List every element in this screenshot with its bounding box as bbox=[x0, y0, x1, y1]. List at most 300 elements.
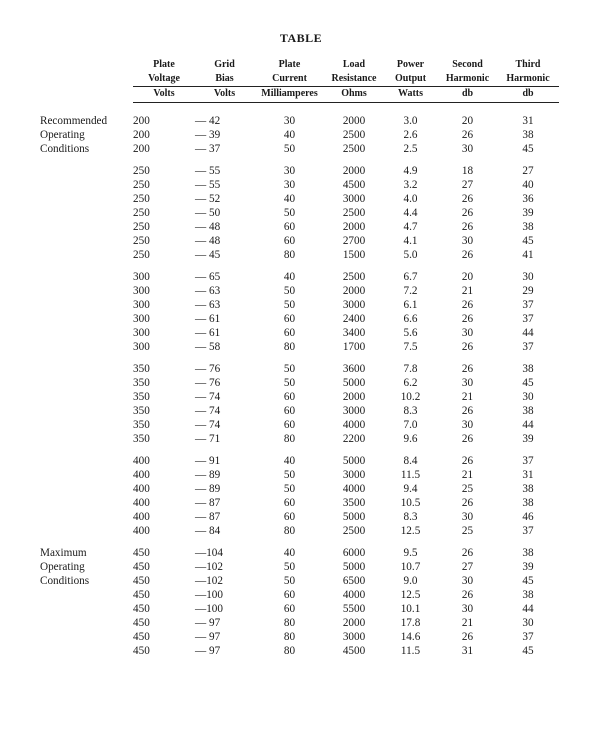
table-row bbox=[40, 220, 559, 234]
load-resistance-cell: 4000 bbox=[342, 483, 366, 495]
power-output-cell: 12.5 bbox=[400, 589, 421, 601]
power-output-cell: 8.4 bbox=[403, 455, 418, 467]
load-resistance-cell: 2500 bbox=[342, 207, 366, 219]
second-harmonic-cell: 21 bbox=[461, 285, 474, 297]
condition-label: Maximum bbox=[40, 547, 87, 559]
column-header: Plate Current bbox=[272, 59, 307, 84]
third-harmonic-cell: 44 bbox=[522, 603, 534, 615]
plate-voltage-cell: 350 bbox=[133, 391, 150, 403]
plate-voltage-cell: 400 bbox=[133, 483, 150, 495]
third-harmonic-cell: 37 bbox=[522, 631, 534, 643]
table-row bbox=[40, 234, 559, 248]
load-resistance-cell: 3000 bbox=[342, 469, 366, 481]
column-header: Third Harmonic bbox=[506, 59, 550, 84]
condition-label: Operating bbox=[40, 129, 85, 141]
load-resistance-cell: 5000 bbox=[342, 511, 366, 523]
second-harmonic-cell: 18 bbox=[461, 165, 474, 177]
group-spacer bbox=[40, 354, 559, 362]
third-harmonic-cell: 38 bbox=[522, 497, 534, 509]
plate-current-cell: 50 bbox=[283, 561, 296, 573]
grid-bias-cell: — 61 bbox=[195, 327, 221, 339]
third-harmonic-cell: 37 bbox=[522, 313, 534, 325]
plate-voltage-cell: 250 bbox=[133, 193, 150, 205]
plate-voltage-cell: 200 bbox=[133, 129, 150, 141]
second-harmonic-cell: 30 bbox=[461, 511, 474, 523]
grid-bias-cell: — 87 bbox=[195, 511, 221, 523]
column-header: Power Output bbox=[394, 59, 427, 84]
table-row bbox=[40, 588, 559, 602]
plate-voltage-cell: 350 bbox=[133, 405, 150, 417]
plate-current-cell: 50 bbox=[283, 207, 296, 219]
plate-current-cell: 60 bbox=[283, 497, 296, 509]
table-row bbox=[40, 270, 559, 284]
load-resistance-cell: 2700 bbox=[342, 235, 366, 247]
plate-current-cell: 50 bbox=[283, 143, 296, 155]
load-resistance-cell: 1500 bbox=[342, 249, 366, 261]
plate-current-cell: 80 bbox=[283, 525, 296, 537]
table-row bbox=[40, 114, 559, 128]
second-harmonic-cell: 26 bbox=[461, 341, 474, 353]
load-resistance-cell: 5500 bbox=[342, 603, 366, 615]
plate-current-cell: 50 bbox=[283, 299, 296, 311]
third-harmonic-cell: 31 bbox=[522, 115, 534, 127]
unit-header: db bbox=[497, 87, 559, 104]
table-row bbox=[40, 142, 559, 156]
plate-current-cell: 30 bbox=[283, 115, 296, 127]
plate-current-cell: 80 bbox=[283, 631, 296, 643]
grid-bias-cell: — 74 bbox=[195, 391, 221, 403]
grid-bias-cell: — 74 bbox=[195, 419, 221, 431]
power-output-cell: 10.1 bbox=[400, 603, 421, 615]
third-harmonic-cell: 37 bbox=[522, 455, 534, 467]
table-row bbox=[40, 362, 559, 376]
table-row bbox=[40, 468, 559, 482]
third-harmonic-cell: 38 bbox=[522, 547, 534, 559]
second-harmonic-cell: 26 bbox=[461, 497, 474, 509]
plate-voltage-cell: 450 bbox=[133, 631, 150, 643]
condition-label: Conditions bbox=[40, 575, 90, 587]
table-row bbox=[40, 510, 559, 524]
third-harmonic-cell: 45 bbox=[522, 645, 534, 657]
load-resistance-cell: 1700 bbox=[342, 341, 366, 353]
power-output-cell: 7.2 bbox=[403, 285, 418, 297]
grid-bias-cell: — 58 bbox=[195, 341, 221, 353]
plate-current-cell: 80 bbox=[283, 617, 296, 629]
load-resistance-cell: 2000 bbox=[342, 221, 366, 233]
power-output-cell: 9.0 bbox=[403, 575, 418, 587]
third-harmonic-cell: 30 bbox=[522, 617, 534, 629]
third-harmonic-cell: 45 bbox=[522, 235, 534, 247]
plate-current-cell: 60 bbox=[283, 589, 296, 601]
second-harmonic-cell: 26 bbox=[461, 547, 474, 559]
unit-header: Ohms bbox=[325, 87, 383, 104]
second-harmonic-cell: 26 bbox=[461, 313, 474, 325]
grid-bias-cell: — 74 bbox=[195, 405, 221, 417]
plate-current-cell: 60 bbox=[283, 391, 296, 403]
plate-current-cell: 40 bbox=[283, 129, 296, 141]
load-resistance-cell: 2000 bbox=[342, 391, 366, 403]
plate-current-cell: 60 bbox=[283, 221, 296, 233]
third-harmonic-cell: 29 bbox=[522, 285, 534, 297]
plate-voltage-cell: 450 bbox=[133, 589, 150, 601]
plate-voltage-cell: 450 bbox=[133, 547, 150, 559]
table-row bbox=[40, 644, 559, 658]
third-harmonic-cell: 39 bbox=[522, 433, 534, 445]
plate-current-cell: 80 bbox=[283, 645, 296, 657]
load-resistance-cell: 3400 bbox=[342, 327, 366, 339]
second-harmonic-cell: 30 bbox=[461, 143, 474, 155]
table-row bbox=[40, 616, 559, 630]
grid-bias-cell: — 48 bbox=[195, 235, 221, 247]
load-resistance-cell: 4000 bbox=[342, 419, 366, 431]
plate-voltage-cell: 250 bbox=[133, 179, 150, 191]
load-resistance-cell: 2500 bbox=[342, 525, 366, 537]
load-resistance-cell: 6000 bbox=[342, 547, 366, 559]
plate-current-cell: 50 bbox=[283, 377, 296, 389]
second-harmonic-cell: 26 bbox=[461, 221, 474, 233]
column-header: Grid Bias bbox=[214, 59, 235, 84]
unit-header: Milliamperes bbox=[254, 87, 325, 104]
grid-bias-cell: — 61 bbox=[195, 313, 221, 325]
table-row bbox=[40, 524, 559, 538]
second-harmonic-cell: 27 bbox=[461, 561, 474, 573]
plate-voltage-cell: 400 bbox=[133, 497, 150, 509]
second-harmonic-cell: 26 bbox=[461, 589, 474, 601]
table-body bbox=[40, 103, 559, 658]
plate-voltage-cell: 450 bbox=[133, 617, 150, 629]
third-harmonic-cell: 45 bbox=[522, 575, 534, 587]
second-harmonic-cell: 26 bbox=[461, 249, 474, 261]
power-output-cell: 14.6 bbox=[400, 631, 421, 643]
grid-bias-cell: — 42 bbox=[195, 115, 221, 127]
group-spacer bbox=[40, 262, 559, 270]
grid-bias-cell: — 55 bbox=[195, 179, 221, 191]
plate-current-cell: 60 bbox=[283, 235, 296, 247]
plate-voltage-cell: 350 bbox=[133, 433, 150, 445]
plate-voltage-cell: 300 bbox=[133, 299, 150, 311]
group-spacer bbox=[40, 538, 559, 546]
plate-voltage-cell: 300 bbox=[133, 271, 150, 283]
plate-current-cell: 80 bbox=[283, 249, 296, 261]
grid-bias-cell: — 89 bbox=[195, 483, 221, 495]
third-harmonic-cell: 38 bbox=[522, 363, 534, 375]
load-resistance-cell: 3000 bbox=[342, 631, 366, 643]
grid-bias-cell: — 52 bbox=[195, 193, 221, 205]
power-output-cell: 5.0 bbox=[403, 249, 418, 261]
power-output-cell: 7.5 bbox=[403, 341, 418, 353]
load-resistance-cell: 5000 bbox=[342, 377, 366, 389]
load-resistance-cell: 3000 bbox=[342, 193, 366, 205]
grid-bias-cell: — 45 bbox=[195, 249, 221, 261]
plate-voltage-cell: 200 bbox=[133, 115, 150, 127]
second-harmonic-cell: 26 bbox=[461, 299, 474, 311]
load-resistance-cell: 2000 bbox=[342, 285, 366, 297]
power-output-cell: 5.6 bbox=[403, 327, 418, 339]
column-header: Load Resistance bbox=[331, 59, 377, 84]
plate-current-cell: 40 bbox=[283, 455, 296, 467]
header-row bbox=[40, 58, 559, 87]
table-row bbox=[40, 496, 559, 510]
power-output-cell: 10.2 bbox=[400, 391, 421, 403]
grid-bias-cell: —104 bbox=[195, 547, 223, 559]
third-harmonic-cell: 38 bbox=[522, 221, 534, 233]
table-row bbox=[40, 312, 559, 326]
second-harmonic-cell: 26 bbox=[461, 455, 474, 467]
second-harmonic-cell: 26 bbox=[461, 433, 474, 445]
load-resistance-cell: 3600 bbox=[342, 363, 366, 375]
unit-header: db bbox=[438, 87, 497, 104]
power-output-cell: 2.6 bbox=[403, 129, 418, 141]
grid-bias-cell: — 63 bbox=[195, 285, 221, 297]
third-harmonic-cell: 45 bbox=[522, 377, 534, 389]
power-output-cell: 17.8 bbox=[400, 617, 421, 629]
table-row bbox=[40, 602, 559, 616]
plate-voltage-cell: 450 bbox=[133, 575, 150, 587]
table-row bbox=[40, 454, 559, 468]
plate-voltage-cell: 250 bbox=[133, 207, 150, 219]
power-output-cell: 4.4 bbox=[403, 207, 418, 219]
third-harmonic-cell: 41 bbox=[522, 249, 534, 261]
second-harmonic-cell: 30 bbox=[461, 419, 474, 431]
plate-voltage-cell: 250 bbox=[133, 221, 150, 233]
plate-voltage-cell: 400 bbox=[133, 455, 150, 467]
grid-bias-cell: — 48 bbox=[195, 221, 221, 233]
grid-bias-cell: — 65 bbox=[195, 271, 221, 283]
power-output-cell: 9.6 bbox=[403, 433, 418, 445]
second-harmonic-cell: 30 bbox=[461, 327, 474, 339]
load-resistance-cell: 4500 bbox=[342, 179, 366, 191]
third-harmonic-cell: 37 bbox=[522, 525, 534, 537]
power-output-cell: 8.3 bbox=[403, 511, 418, 523]
plate-current-cell: 60 bbox=[283, 603, 296, 615]
plate-voltage-cell: 250 bbox=[133, 249, 150, 261]
load-resistance-cell: 2000 bbox=[342, 165, 366, 177]
table-row bbox=[40, 298, 559, 312]
plate-voltage-cell: 350 bbox=[133, 363, 150, 375]
third-harmonic-cell: 44 bbox=[522, 419, 534, 431]
table-row bbox=[40, 376, 559, 390]
plate-voltage-cell: 200 bbox=[133, 143, 150, 155]
table-row bbox=[40, 560, 559, 574]
power-output-cell: 8.3 bbox=[403, 405, 418, 417]
third-harmonic-cell: 36 bbox=[522, 193, 534, 205]
plate-voltage-cell: 300 bbox=[133, 341, 150, 353]
tube-operating-table bbox=[40, 58, 559, 658]
column-header: Second Harmonic bbox=[445, 59, 490, 84]
third-harmonic-cell: 37 bbox=[522, 299, 534, 311]
third-harmonic-cell: 44 bbox=[522, 327, 534, 339]
load-resistance-cell: 3000 bbox=[342, 405, 366, 417]
third-harmonic-cell: 37 bbox=[522, 341, 534, 353]
plate-voltage-cell: 400 bbox=[133, 525, 150, 537]
load-resistance-cell: 5000 bbox=[342, 561, 366, 573]
power-output-cell: 10.5 bbox=[400, 497, 421, 509]
grid-bias-cell: — 84 bbox=[195, 525, 221, 537]
second-harmonic-cell: 26 bbox=[461, 363, 474, 375]
plate-voltage-cell: 450 bbox=[133, 645, 150, 657]
second-harmonic-cell: 26 bbox=[461, 207, 474, 219]
column-header: Plate Voltage bbox=[148, 59, 180, 84]
table-row bbox=[40, 418, 559, 432]
power-output-cell: 7.0 bbox=[403, 419, 418, 431]
plate-current-cell: 50 bbox=[283, 575, 296, 587]
second-harmonic-cell: 21 bbox=[461, 469, 474, 481]
condition-label: Recommended bbox=[40, 115, 108, 127]
third-harmonic-cell: 31 bbox=[522, 469, 534, 481]
grid-bias-cell: — 76 bbox=[195, 363, 221, 375]
load-resistance-cell: 3500 bbox=[342, 497, 366, 509]
table-row bbox=[40, 390, 559, 404]
grid-bias-cell: — 97 bbox=[195, 617, 221, 629]
plate-current-cell: 30 bbox=[283, 179, 296, 191]
table-row bbox=[40, 248, 559, 262]
second-harmonic-cell: 26 bbox=[461, 631, 474, 643]
plate-voltage-cell: 250 bbox=[133, 165, 150, 177]
unit-row bbox=[40, 87, 559, 104]
second-harmonic-cell: 30 bbox=[461, 377, 474, 389]
grid-bias-cell: — 63 bbox=[195, 299, 221, 311]
third-harmonic-cell: 39 bbox=[522, 207, 534, 219]
second-harmonic-cell: 25 bbox=[461, 525, 474, 537]
load-resistance-cell: 5000 bbox=[342, 455, 366, 467]
table-row bbox=[40, 482, 559, 496]
load-resistance-cell: 4000 bbox=[342, 589, 366, 601]
second-harmonic-cell: 25 bbox=[461, 483, 474, 495]
power-output-cell: 11.5 bbox=[400, 645, 421, 657]
plate-voltage-cell: 400 bbox=[133, 511, 150, 523]
table-row bbox=[40, 284, 559, 298]
third-harmonic-cell: 40 bbox=[522, 179, 534, 191]
load-resistance-cell: 2400 bbox=[342, 313, 366, 325]
grid-bias-cell: — 89 bbox=[195, 469, 221, 481]
power-output-cell: 6.1 bbox=[403, 299, 418, 311]
grid-bias-cell: —100 bbox=[195, 603, 223, 615]
plate-current-cell: 50 bbox=[283, 285, 296, 297]
plate-voltage-cell: 300 bbox=[133, 285, 150, 297]
second-harmonic-cell: 30 bbox=[461, 575, 474, 587]
load-resistance-cell: 3000 bbox=[342, 299, 366, 311]
plate-current-cell: 40 bbox=[283, 271, 296, 283]
grid-bias-cell: —102 bbox=[195, 561, 223, 573]
second-harmonic-cell: 20 bbox=[461, 115, 474, 127]
second-harmonic-cell: 31 bbox=[461, 645, 474, 657]
table-row bbox=[40, 432, 559, 446]
load-resistance-cell: 2000 bbox=[342, 115, 366, 127]
grid-bias-cell: — 76 bbox=[195, 377, 221, 389]
plate-voltage-cell: 350 bbox=[133, 377, 150, 389]
second-harmonic-cell: 26 bbox=[461, 405, 474, 417]
load-resistance-cell: 2200 bbox=[342, 433, 366, 445]
third-harmonic-cell: 27 bbox=[522, 165, 534, 177]
plate-current-cell: 60 bbox=[283, 511, 296, 523]
grid-bias-cell: — 37 bbox=[195, 143, 221, 155]
plate-current-cell: 50 bbox=[283, 363, 296, 375]
plate-voltage-cell: 300 bbox=[133, 313, 150, 325]
load-resistance-cell: 2500 bbox=[342, 143, 366, 155]
power-output-cell: 12.5 bbox=[400, 525, 421, 537]
plate-current-cell: 80 bbox=[283, 341, 296, 353]
plate-voltage-cell: 400 bbox=[133, 469, 150, 481]
second-harmonic-cell: 26 bbox=[461, 129, 474, 141]
table-row bbox=[40, 546, 559, 560]
second-harmonic-cell: 27 bbox=[461, 179, 474, 191]
plate-voltage-cell: 450 bbox=[133, 603, 150, 615]
plate-current-cell: 80 bbox=[283, 433, 296, 445]
group-spacer bbox=[40, 156, 559, 164]
table-row bbox=[40, 326, 559, 340]
grid-bias-cell: — 91 bbox=[195, 455, 221, 467]
load-resistance-cell: 6500 bbox=[342, 575, 366, 587]
table-row bbox=[40, 128, 559, 142]
grid-bias-cell: — 97 bbox=[195, 645, 221, 657]
table-row bbox=[40, 574, 559, 588]
table-row bbox=[40, 178, 559, 192]
table-row bbox=[40, 164, 559, 178]
plate-current-cell: 50 bbox=[283, 483, 296, 495]
grid-bias-cell: — 71 bbox=[195, 433, 221, 445]
power-output-cell: 4.7 bbox=[403, 221, 418, 233]
third-harmonic-cell: 38 bbox=[522, 483, 534, 495]
power-output-cell: 9.4 bbox=[403, 483, 418, 495]
condition-label: Conditions bbox=[40, 143, 90, 155]
unit-header: Watts bbox=[383, 87, 438, 104]
second-harmonic-cell: 21 bbox=[461, 391, 474, 403]
power-output-cell: 4.0 bbox=[403, 193, 418, 205]
load-resistance-cell: 2500 bbox=[342, 129, 366, 141]
power-output-cell: 2.5 bbox=[403, 143, 418, 155]
table-row bbox=[40, 630, 559, 644]
plate-voltage-cell: 350 bbox=[133, 419, 150, 431]
grid-bias-cell: — 39 bbox=[195, 129, 221, 141]
plate-current-cell: 60 bbox=[283, 313, 296, 325]
second-harmonic-cell: 30 bbox=[461, 235, 474, 247]
third-harmonic-cell: 38 bbox=[522, 129, 534, 141]
third-harmonic-cell: 30 bbox=[522, 271, 534, 283]
power-output-cell: 4.9 bbox=[403, 165, 418, 177]
load-resistance-cell: 2000 bbox=[342, 617, 366, 629]
grid-bias-cell: — 55 bbox=[195, 165, 221, 177]
second-harmonic-cell: 26 bbox=[461, 193, 474, 205]
plate-current-cell: 50 bbox=[283, 469, 296, 481]
power-output-cell: 6.2 bbox=[403, 377, 418, 389]
plate-current-cell: 40 bbox=[283, 193, 296, 205]
plate-voltage-cell: 300 bbox=[133, 327, 150, 339]
grid-bias-cell: —102 bbox=[195, 575, 223, 587]
power-output-cell: 3.0 bbox=[403, 115, 418, 127]
third-harmonic-cell: 39 bbox=[522, 561, 534, 573]
plate-current-cell: 40 bbox=[283, 547, 296, 559]
grid-bias-cell: — 50 bbox=[195, 207, 221, 219]
second-harmonic-cell: 20 bbox=[461, 271, 474, 283]
unit-header: Volts bbox=[133, 87, 195, 104]
third-harmonic-cell: 45 bbox=[522, 143, 534, 155]
grid-bias-cell: — 97 bbox=[195, 631, 221, 643]
grid-bias-cell: —100 bbox=[195, 589, 223, 601]
power-output-cell: 3.2 bbox=[403, 179, 418, 191]
grid-bias-cell: — 87 bbox=[195, 497, 221, 509]
table-row bbox=[40, 340, 559, 354]
load-resistance-cell: 4500 bbox=[342, 645, 366, 657]
third-harmonic-cell: 30 bbox=[522, 391, 534, 403]
plate-current-cell: 60 bbox=[283, 405, 296, 417]
third-harmonic-cell: 38 bbox=[522, 405, 534, 417]
third-harmonic-cell: 46 bbox=[522, 511, 534, 523]
power-output-cell: 10.7 bbox=[400, 561, 421, 573]
power-output-cell: 11.5 bbox=[400, 469, 421, 481]
table-row bbox=[40, 192, 559, 206]
power-output-cell: 6.7 bbox=[403, 271, 418, 283]
second-harmonic-cell: 30 bbox=[461, 603, 474, 615]
